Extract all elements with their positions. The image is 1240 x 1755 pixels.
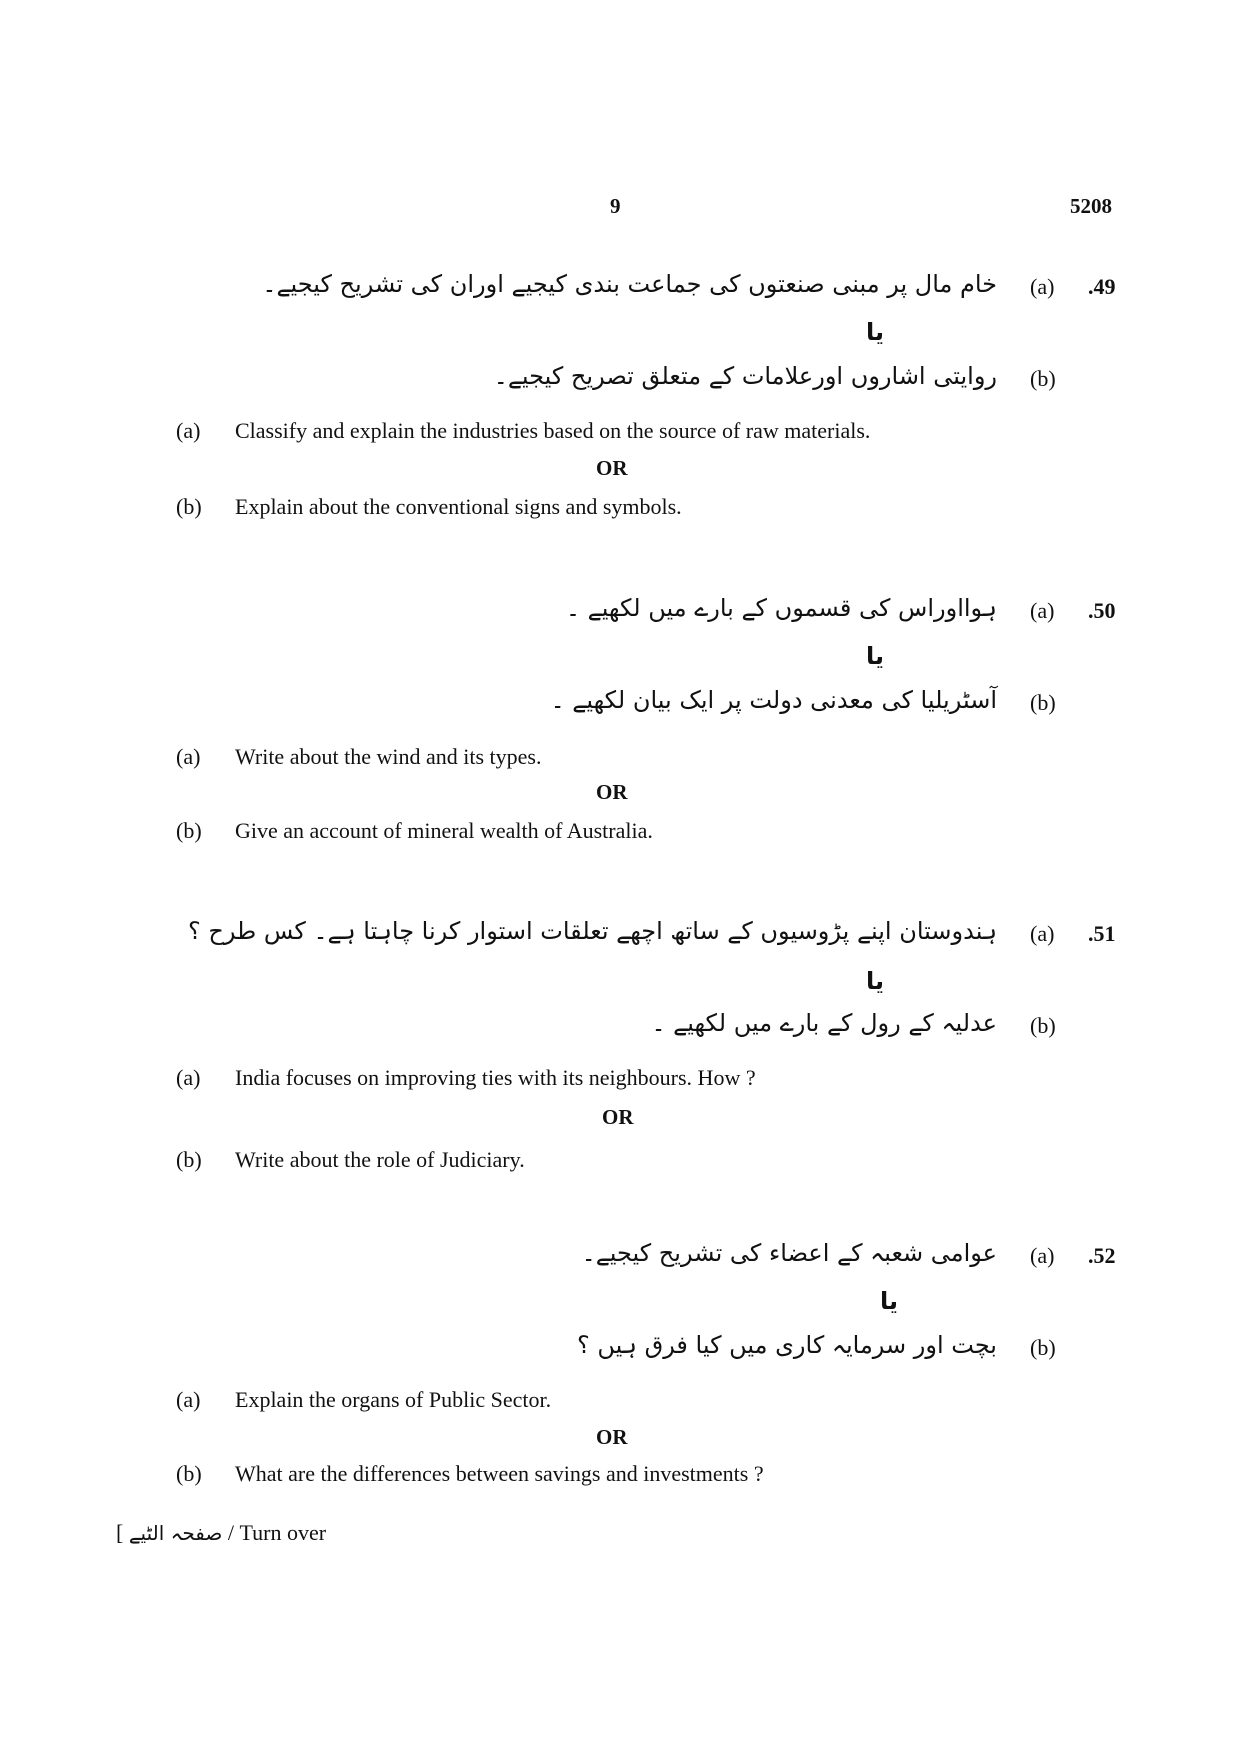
turn-over-label: Turn over	[239, 1520, 327, 1545]
question-number: .51	[1088, 921, 1116, 946]
separator: /	[227, 1520, 234, 1545]
urdu-or: یا	[866, 642, 885, 670]
urdu-option-b-text: آسٹریلیا کی معدنی دولت پر ایک بیان لکھیے ۔	[550, 686, 997, 714]
english-option-b-tag: (b)	[176, 1461, 202, 1486]
english-option-a-text: Explain the organs of Public Sector.	[235, 1387, 552, 1412]
question-number: .50	[1088, 598, 1116, 623]
urdu-option-a-tag: (a)	[1030, 921, 1055, 946]
urdu-option-a-text: ہندوستان اپنے پڑوسیوں کے ساتھ اچھے تعلقات استوار کرنا چاہتا ہے۔ کس طرح ؟	[187, 917, 997, 945]
english-option-b-tag: (b)	[176, 818, 202, 843]
page-number: 9	[610, 194, 621, 218]
english-option-b-text: Give an account of mineral wealth of Australia.	[235, 818, 653, 843]
turn-over-note	[116, 1520, 326, 1546]
english-option-a-tag: (a)	[176, 744, 201, 769]
english-option-b-tag: (b)	[176, 1147, 202, 1172]
english-option-b-text: What are the differences between savings and investments ?	[235, 1461, 764, 1486]
urdu-option-b-tag: (b)	[1030, 1335, 1056, 1360]
urdu-option-b-tag: (b)	[1030, 1013, 1056, 1038]
english-or: OR	[596, 1425, 628, 1449]
urdu-option-a-tag: (a)	[1030, 1243, 1055, 1268]
urdu-option-b-tag: (b)	[1030, 690, 1056, 715]
question-49	[0, 270, 1240, 630]
english-option-a-tag: (a)	[176, 1065, 201, 1090]
english-option-a-text: Write about the wind and its types.	[235, 744, 542, 769]
question-number: .52	[1088, 1243, 1116, 1268]
urdu-or: یا	[866, 318, 885, 346]
urdu-option-b-text: بچت اور سرمایہ کاری میں کیا فرق ہیں ؟	[577, 1331, 997, 1359]
english-option-b-text: Explain about the conventional signs and symbols.	[235, 494, 682, 519]
urdu-option-b-text: عدلیہ کے رول کے بارے میں لکھیے ۔	[651, 1009, 997, 1037]
urdu-option-a-tag: (a)	[1030, 274, 1055, 299]
english-option-b-text: Write about the role of Judiciary.	[235, 1147, 525, 1172]
urdu-option-a-text: ہوااوراس کی قسموں کے بارے میں لکھیے ۔	[565, 594, 997, 622]
urdu-or: یا	[866, 967, 885, 995]
question-51	[0, 917, 1240, 1277]
english-option-a-text: Classify and explain the industries based on the source of raw materials.	[235, 418, 871, 443]
urdu-option-b-text: روایتی اشاروں اورعلامات کے متعلق تصریح کیجیے۔	[493, 362, 997, 390]
paper-code: 5208	[1070, 194, 1112, 218]
bracket-open: [	[116, 1520, 124, 1545]
urdu-turn-over: صفحہ الٹیے	[128, 1521, 223, 1545]
english-option-a-text: India focuses on improving ties with its neighbours. How ?	[235, 1065, 756, 1090]
urdu-option-a-tag: (a)	[1030, 598, 1055, 623]
question-50	[0, 594, 1240, 954]
urdu-option-a-text: عوامی شعبہ کے اعضاء کی تشریح کیجیے۔	[581, 1239, 997, 1267]
question-number: .49	[1088, 274, 1116, 299]
english-or: OR	[596, 456, 628, 480]
english-option-a-tag: (a)	[176, 1387, 201, 1412]
english-or: OR	[596, 780, 628, 804]
english-or: OR	[602, 1105, 634, 1129]
english-option-b-tag: (b)	[176, 494, 202, 519]
urdu-option-b-tag: (b)	[1030, 366, 1056, 391]
urdu-option-a-text: خام مال پر مبنی صنعتوں کی جماعت بندی کیجیے اوران کی تشریح کیجیے۔	[262, 270, 997, 298]
urdu-or: یا	[880, 1287, 899, 1315]
english-option-a-tag: (a)	[176, 418, 201, 443]
